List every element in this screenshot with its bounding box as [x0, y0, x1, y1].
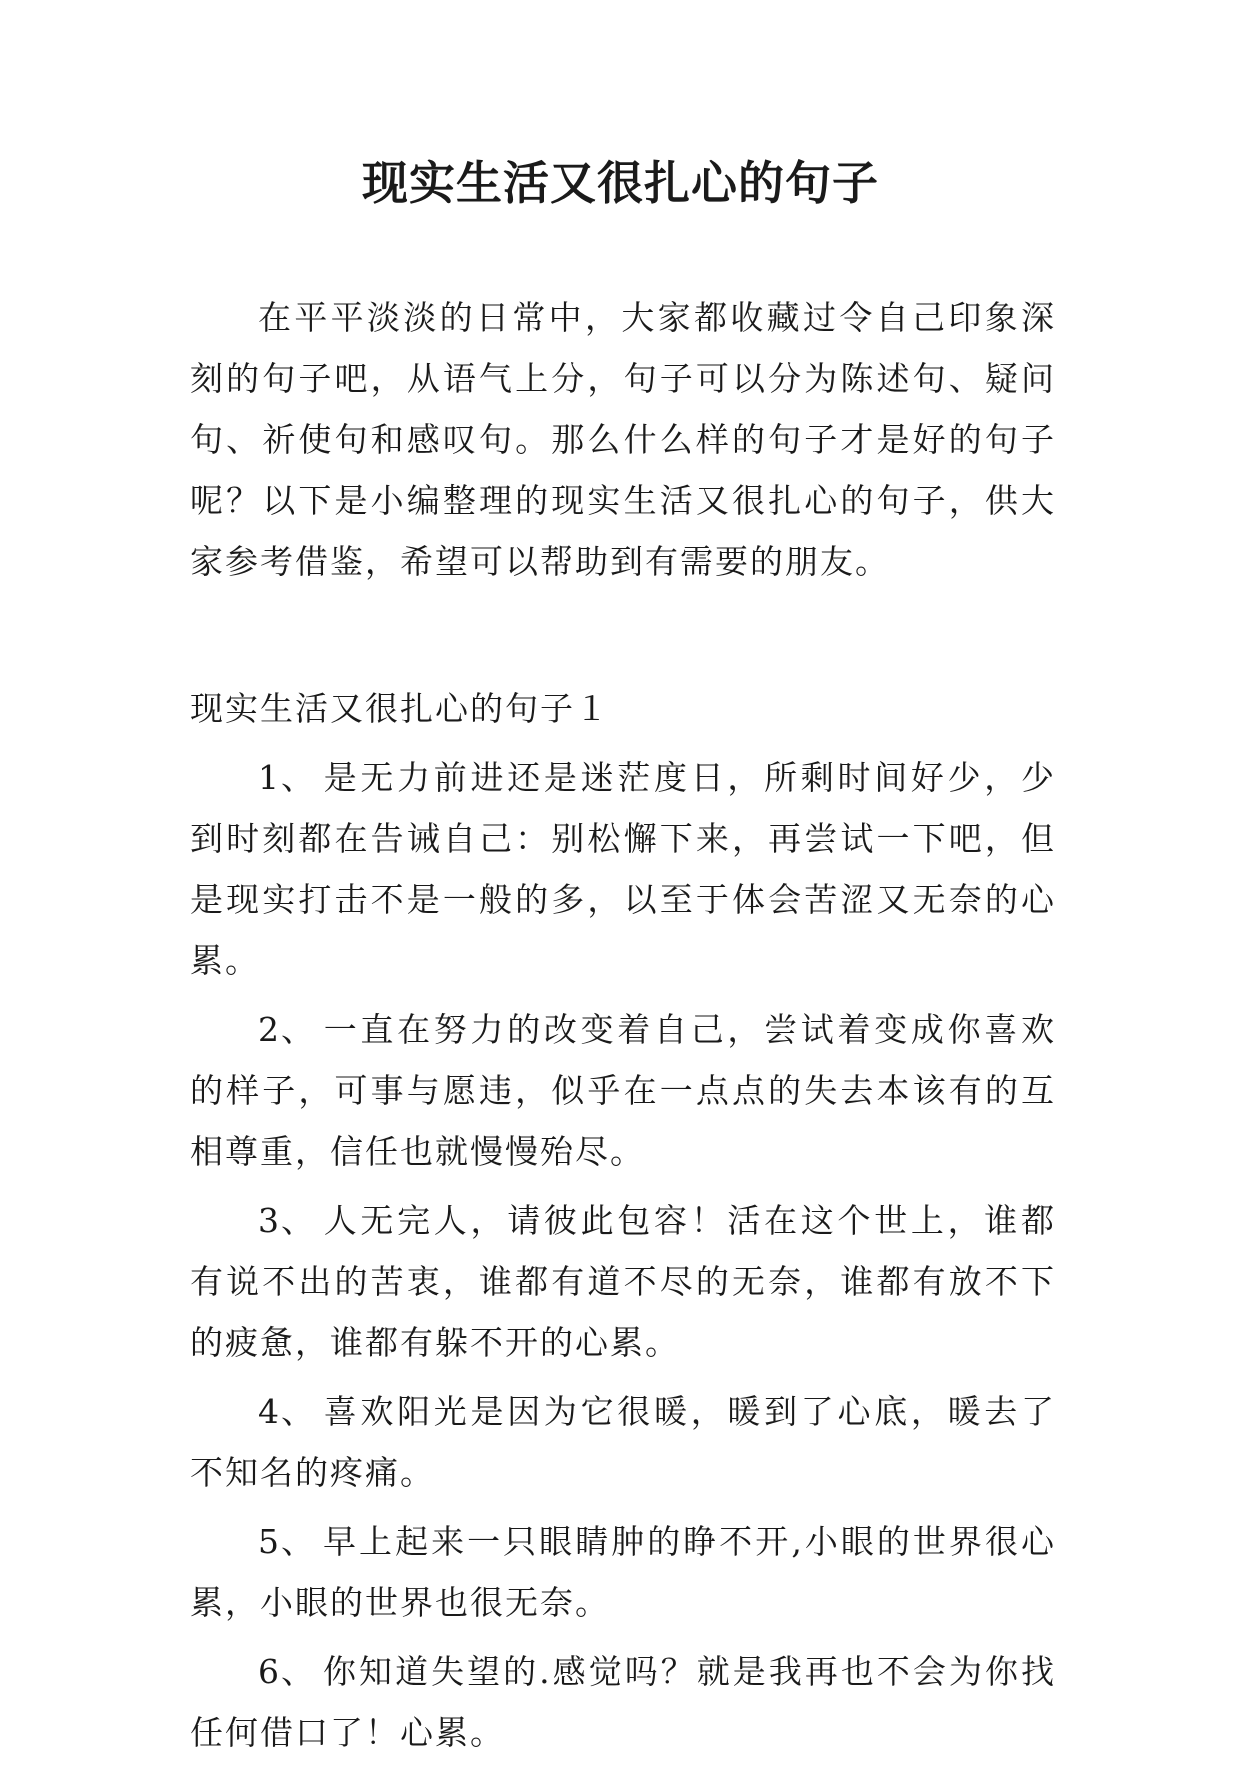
item-number: 5、: [258, 1522, 316, 1561]
item-text: 你知道失望的.感觉吗？就是我再也不会为你找任何借口了！心累。: [190, 1652, 1056, 1752]
list-item: [190, 1641, 1056, 1763]
item-text: 一直在努力的改变着自己，尝试着变成你喜欢的样子，可事与愿违，似乎在一点点的失去本该有的互相尊重，信任也就慢慢殆尽。: [190, 1010, 1056, 1171]
list-item: [190, 999, 1056, 1182]
list-item: [190, 747, 1056, 991]
section-heading: 现实生活又很扎心的句子１: [190, 689, 610, 728]
list-item: [190, 1511, 1056, 1633]
item-number: 6、: [258, 1652, 316, 1691]
item-text: 是无力前进还是迷茫度日，所剩时间好少，少到时刻都在告诫自己：别松懈下来，再尝试一下吧，但是现实打击不是一般的多，以至于体会苦涩又无奈的心累。: [190, 758, 1056, 980]
item-number: 3、: [258, 1201, 316, 1240]
document-title: 现实生活又很扎心的句子: [362, 156, 879, 210]
item-number: 2、: [258, 1010, 316, 1049]
item-text: 早上起来一只眼睛肿的睁不开,小眼的世界很心累，小眼的世界也很无奈。: [190, 1522, 1056, 1622]
list-item: [190, 1381, 1056, 1503]
item-number: 4、: [258, 1392, 316, 1431]
document-body: [190, 287, 1056, 1771]
intro-paragraph: 在平平淡淡的日常中，大家都收藏过令自己印象深刻的句子吧，从语气上分，句子可以分为陈述句、疑问句、祈使句和感叹句。那么什么样的句子才是好的句子呢？以下是小编整理的现实生活又很扎心的句子，供大家参考借鉴，希望可以帮助到有需要的朋友。: [190, 298, 1056, 581]
list-item: [190, 1190, 1056, 1373]
item-number: 1、: [258, 758, 316, 797]
item-text: 喜欢阳光是因为它很暖，暖到了心底，暖去了不知名的疼痛。: [190, 1392, 1056, 1492]
item-text: 人无完人，请彼此包容！活在这个世上，谁都有说不出的苦衷，谁都有道不尽的无奈，谁都有放不下的疲惫，谁都有躲不开的心累。: [190, 1201, 1056, 1362]
